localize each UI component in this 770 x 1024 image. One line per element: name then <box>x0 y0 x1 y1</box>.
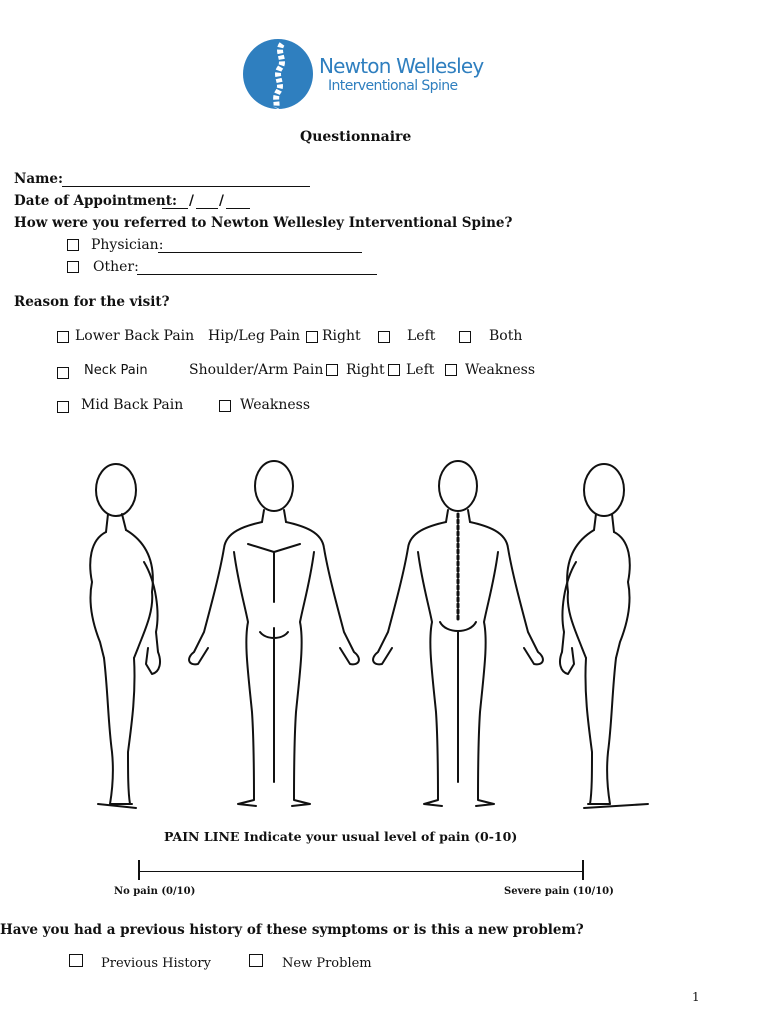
body-side-view-left <box>90 464 160 808</box>
hip-leg-pain-label: Hip/Leg Pain <box>208 328 300 344</box>
body-front-view <box>189 461 359 806</box>
physician-field[interactable] <box>158 252 362 253</box>
mid-back-weakness-checkbox[interactable] <box>219 400 231 412</box>
date-month-field[interactable] <box>162 208 188 209</box>
hip-leg-right-label: Right <box>322 328 361 344</box>
shoulder-weakness-checkbox[interactable] <box>445 364 457 376</box>
mid-back-pain-checkbox[interactable] <box>57 401 69 413</box>
date-separator: / <box>219 193 224 209</box>
logo-title: Newton Wellesley <box>319 54 484 78</box>
body-side-view-right <box>560 464 648 808</box>
neck-pain-label: Neck Pain <box>84 363 148 378</box>
spine-logo-icon <box>242 38 314 110</box>
other-checkbox[interactable] <box>67 261 79 273</box>
neck-pain-checkbox[interactable] <box>57 367 69 379</box>
lower-back-pain-label: Lower Back Pain <box>75 328 195 344</box>
hip-leg-left-checkbox[interactable] <box>378 331 390 343</box>
date-label: Date of Appointment: <box>14 193 177 209</box>
logo-subtitle: Interventional Spine <box>328 78 458 94</box>
shoulder-right-checkbox[interactable] <box>326 364 338 376</box>
shoulder-arm-pain-label: Shoulder/Arm Pain <box>189 362 324 378</box>
pain-scale-track <box>138 871 584 872</box>
previous-history-checkbox[interactable] <box>69 954 83 967</box>
reason-heading: Reason for the visit? <box>14 294 170 310</box>
pain-scale-line[interactable] <box>138 860 586 880</box>
date-day-field[interactable] <box>196 208 218 209</box>
physician-checkbox[interactable] <box>67 239 79 251</box>
pain-scale-start-tick <box>138 860 140 880</box>
body-diagram[interactable] <box>48 452 660 816</box>
page-title: Questionnaire <box>300 129 412 145</box>
shoulder-left-checkbox[interactable] <box>388 364 400 376</box>
pain-scale-max-label: Severe pain (10/10) <box>504 886 614 897</box>
pain-line-title: PAIN LINE Indicate your usual level of pain (0-10) <box>164 829 518 844</box>
pain-scale-end-tick <box>582 860 584 880</box>
hip-leg-right-checkbox[interactable] <box>306 331 318 343</box>
hip-leg-left-label: Left <box>407 328 436 344</box>
shoulder-left-label: Left <box>406 362 435 378</box>
date-year-field[interactable] <box>226 208 250 209</box>
hip-leg-both-label: Both <box>489 328 523 344</box>
shoulder-right-label: Right <box>346 362 385 378</box>
other-label: Other: <box>93 259 139 275</box>
pain-scale-min-label: No pain (0/10) <box>114 886 196 897</box>
physician-label: Physician: <box>91 237 164 253</box>
shoulder-weakness-label: Weakness <box>465 362 536 378</box>
name-label: Name: <box>14 171 63 187</box>
new-problem-checkbox[interactable] <box>249 954 263 967</box>
referral-question: How were you referred to Newton Wellesley Interventional Spine? <box>14 215 513 231</box>
history-question: Have you had a previous history of these symptoms or is this a new problem? <box>0 922 584 938</box>
hip-leg-both-checkbox[interactable] <box>459 331 471 343</box>
logo <box>242 38 484 112</box>
other-field[interactable] <box>137 274 377 275</box>
previous-history-label: Previous History <box>101 956 211 971</box>
page-number: 1 <box>692 990 700 1004</box>
date-separator: / <box>189 193 194 209</box>
mid-back-pain-label: Mid Back Pain <box>81 397 184 413</box>
name-field[interactable] <box>62 186 310 187</box>
body-back-view <box>373 461 543 806</box>
new-problem-label: New Problem <box>282 956 372 971</box>
lower-back-pain-checkbox[interactable] <box>57 331 69 343</box>
mid-back-weakness-label: Weakness <box>240 397 311 413</box>
